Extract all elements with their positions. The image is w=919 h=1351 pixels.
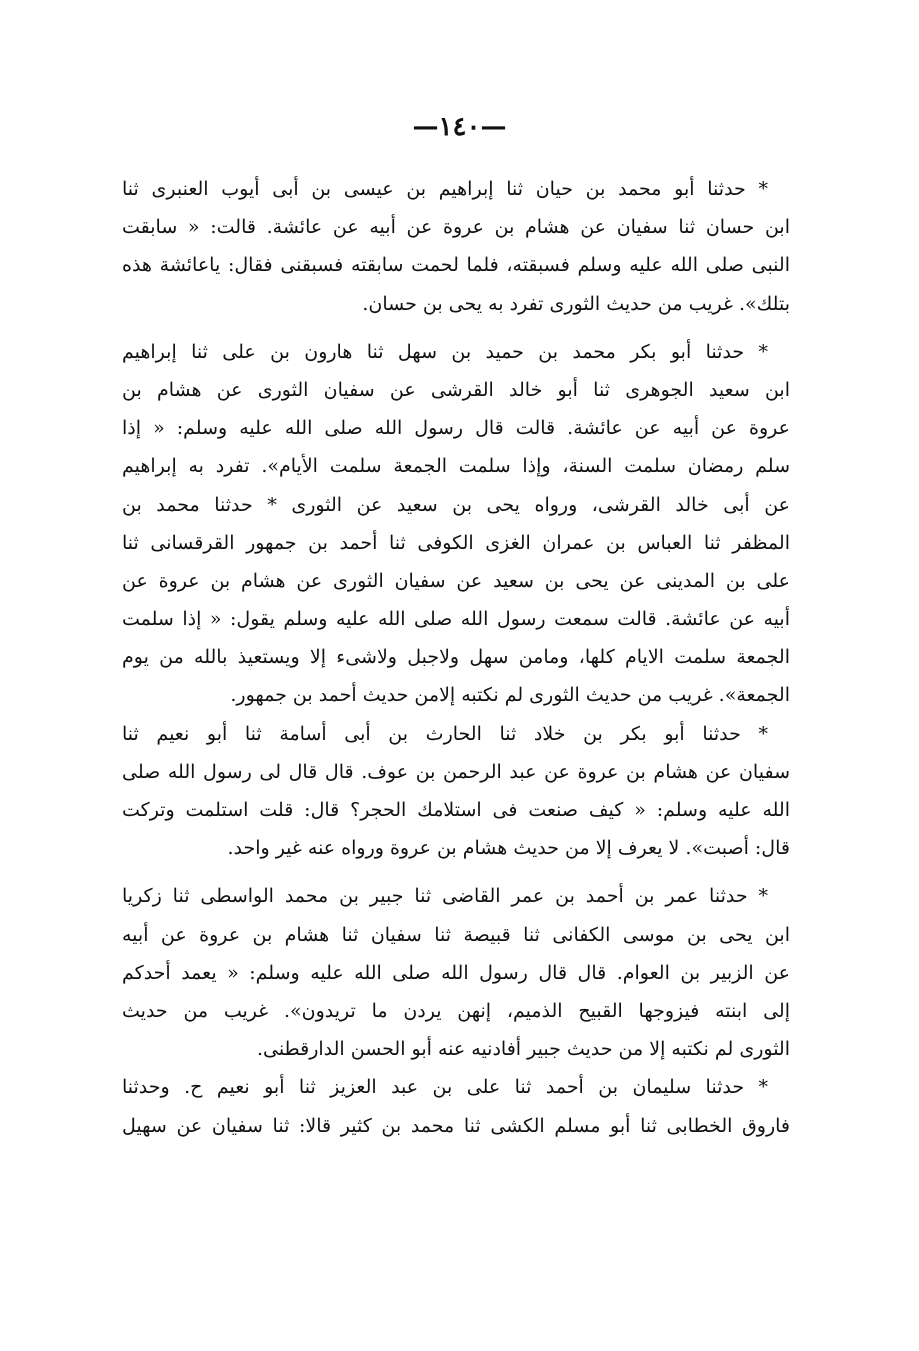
text-line: فاروق الخطابى ثنا أبو مسلم الكشى ثنا محمد بن كثير قالا: ثنا سفيان عن سهيل	[122, 1114, 790, 1137]
text-line: الله عليه وسلم: « كيف صنعت فى استلامك الحجر؟ قال: قلت استلمت وتركت	[122, 799, 790, 821]
text-line: قال: أصبت». لا يعرف إلا من حديث هشام بن عروة ورواه عنه غير واحد.	[227, 837, 790, 860]
text-line: * حدثنا أبو محمد بن حيان ثنا إبراهيم بن عيسى بن أبى أيوب العنبرى ثنا	[122, 178, 768, 200]
text-line: ابن يحى بن موسى الكفانى ثنا قبيصة ثنا سفيان ثنا هشام بن عروة عن أبيه	[122, 923, 790, 946]
text-line: عن أبى خالد القرشى، ورواه يحى بن سعيد عن الثورى * حدثنا محمد بن	[122, 493, 790, 516]
text-line: عن الزبير بن العوام. قال قال رسول الله صلى الله عليه وسلم: « يعمد أحدكم	[122, 961, 790, 984]
text-line: أبيه عن عائشة. قالت سمعت رسول الله صلى الله عليه وسلم يقول: « إذا سلمت	[122, 608, 790, 631]
hadith-paragraph	[122, 170, 790, 323]
text-line: الثورى لم نكتبه إلا من حديث جبير أفادنيه عنه أبو الحسن الدارقطنى.	[256, 1038, 790, 1061]
text-line: * حدثنا أبو بكر بن خلاد ثنا الحارث بن أبى أسامة ثنا أبو نعيم ثنا	[122, 722, 768, 745]
text-line: على بن المدينى عن يحى بن سعيد عن سفيان الثورى عن هشام بن عروة عن	[122, 569, 790, 592]
text-line: ابن سعيد الجوهرى ثنا أبو خالد القرشى عن سفيان الثورى عن هشام بن	[122, 378, 790, 401]
text-line: النبى صلى الله عليه وسلم فسبقته، فلما لحمت سابقته فسبقنى فقال: ياعائشة هذه	[122, 254, 790, 277]
text-line: إلى ابنته فيزوجها القبيح الذميم، إنهن يردن ما تريدون». غريب من حديث	[122, 999, 790, 1022]
text-line: المظفر ثنا العباس بن عمران الغزى الكوفى ثنا أحمد بن جمهور القرقسانى ثنا	[122, 531, 790, 554]
text-line: * حدثنا عمر بن أحمد بن عمر القاضى ثنا جبير بن محمد الواسطى ثنا زكريا	[122, 885, 768, 908]
text-line: الجمعة». غريب من حديث الثورى لم نكتبه إلامن حديث أحمد بن جمهور.	[230, 684, 790, 707]
hadith-paragraph	[122, 715, 790, 868]
text-line: الجمعة سلمت الايام كلها، ومامن سهل ولاجبل ولاشىء إلا ويستعيذ بالله من يوم	[122, 646, 790, 669]
text-line: سلم رمضان سلمت السنة، وإذا سلمت الجمعة سلمت الأيام». تفرد به إبراهيم	[122, 455, 790, 478]
page-number: —١٤٠—	[412, 112, 507, 142]
hadith-paragraph	[122, 877, 790, 1068]
hadith-paragraph	[122, 1068, 790, 1144]
page-body	[122, 170, 790, 1145]
hadith-paragraph	[122, 333, 790, 715]
text-line: * حدثنا أبو بكر محمد بن حميد بن سهل ثنا هارون بن على ثنا إبراهيم	[122, 340, 768, 363]
text-line: ابن حسان ثنا سفيان عن هشام بن عروة عن أبيه عن عائشة. قالت: « سابقت	[122, 216, 790, 239]
text-line: بتلك». غريب من حديث الثورى تفرد به يحى بن حسان.	[362, 292, 790, 315]
text-line: * حدثنا سليمان بن أحمد ثنا على بن عبد العزيز ثنا أبو نعيم ح. وحدثنا	[122, 1076, 768, 1099]
text-line: سفيان عن هشام بن عروة عن عبد الرحمن بن عوف. قال قال لى رسول الله صلى	[122, 760, 790, 783]
text-line: عروة عن أبيه عن عائشة. قالت قال رسول الله صلى الله عليه وسلم: « إذا	[122, 417, 790, 440]
